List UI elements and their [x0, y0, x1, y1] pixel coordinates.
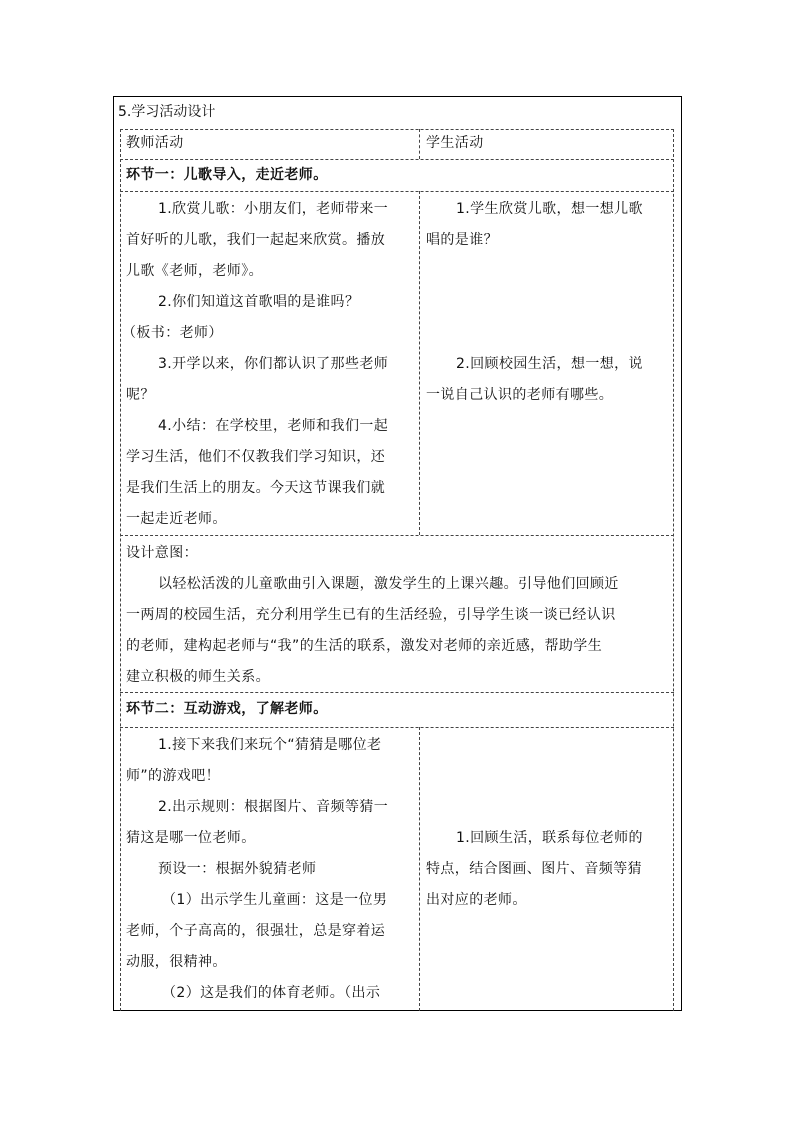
text-line: 动服，很精神。 [126, 954, 227, 970]
text-line: 一起走近老师。 [126, 511, 227, 527]
section-title: 5.学习活动设计 [118, 104, 216, 120]
text-line: 1.学生欣赏儿歌，想一想儿歌 [456, 201, 643, 217]
text-line: 3.开学以来，你们都认识了那些老师 [158, 356, 389, 372]
text-line: 出对应的老师。 [426, 892, 527, 908]
section2-heading: 环节二：互动游戏，了解老师。 [126, 701, 328, 717]
text-line: 2.回顾校园生活，想一想，说 [456, 356, 643, 372]
intent-label: 设计意图： [126, 545, 198, 561]
section1-heading: 环节一：儿歌导入，走近老师。 [126, 167, 328, 183]
text-line: 以轻松活泼的儿童歌曲引入课题，激发学生的上课兴趣。引导他们回顾近 [158, 576, 619, 592]
text-line: 2.出示规则：根据图片、音频等猜一 [158, 799, 389, 815]
text-line: 的老师，建构起老师与“我”的生活的联系，激发对老师的亲近感，帮助学生 [126, 638, 603, 654]
text-line: 预设一：根据外貌猜老师 [158, 861, 317, 877]
column-divider [419, 191, 420, 535]
text-line: 师”的游戏吧！ [126, 768, 221, 784]
column-divider [419, 129, 420, 159]
text-line: 1.接下来我们来玩个“猜猜是哪位老 [158, 737, 382, 753]
text-line: 1.欣赏儿歌：小朋友们，老师带来一 [158, 201, 389, 217]
row-divider [120, 535, 674, 536]
row-divider [120, 727, 674, 728]
text-line: 一说自己认识的老师有哪些。 [426, 387, 614, 403]
text-line: 2.你们知道这首歌唱的是谁吗？ [158, 294, 360, 310]
text-line: 4.小结：在学校里，老师和我们一起 [158, 418, 389, 434]
text-line: （1）出示学生儿童画：这是一位男 [162, 892, 388, 908]
text-line: 一两周的校园生活，充分利用学生已有的生活经验，引导学生谈一谈已经认识 [126, 607, 616, 623]
text-line: 特点，结合图画、图片、音频等猜 [426, 861, 642, 877]
text-line: 建立积极的师生关系。 [126, 669, 270, 685]
text-line: （2）这是我们的体育老师。（出示 [162, 985, 381, 1001]
text-line: 老师，个子高高的，很强壮，总是穿着运 [126, 923, 386, 939]
text-line: 学习生活，他们不仅教我们学习知识，还 [126, 449, 386, 465]
header-student: 学生活动 [426, 135, 484, 151]
text-line: 首好听的儿歌，我们一起起来欣赏。播放 [126, 232, 386, 248]
row-divider [120, 191, 674, 192]
text-line: 1.回顾生活，联系每位老师的 [456, 830, 643, 846]
text-line: 是我们生活上的朋友。今天这节课我们就 [126, 480, 386, 496]
text-line: 唱的是谁？ [426, 232, 498, 248]
text-line: 儿歌《老师，老师》。 [126, 263, 263, 279]
text-line: 呢？ [126, 387, 155, 403]
row-divider [120, 129, 674, 130]
column-divider [419, 727, 420, 1011]
text-line: （板书：老师） [122, 325, 223, 341]
text-line: 猜这是哪一位老师。 [126, 830, 256, 846]
header-teacher: 教师活动 [126, 135, 184, 151]
